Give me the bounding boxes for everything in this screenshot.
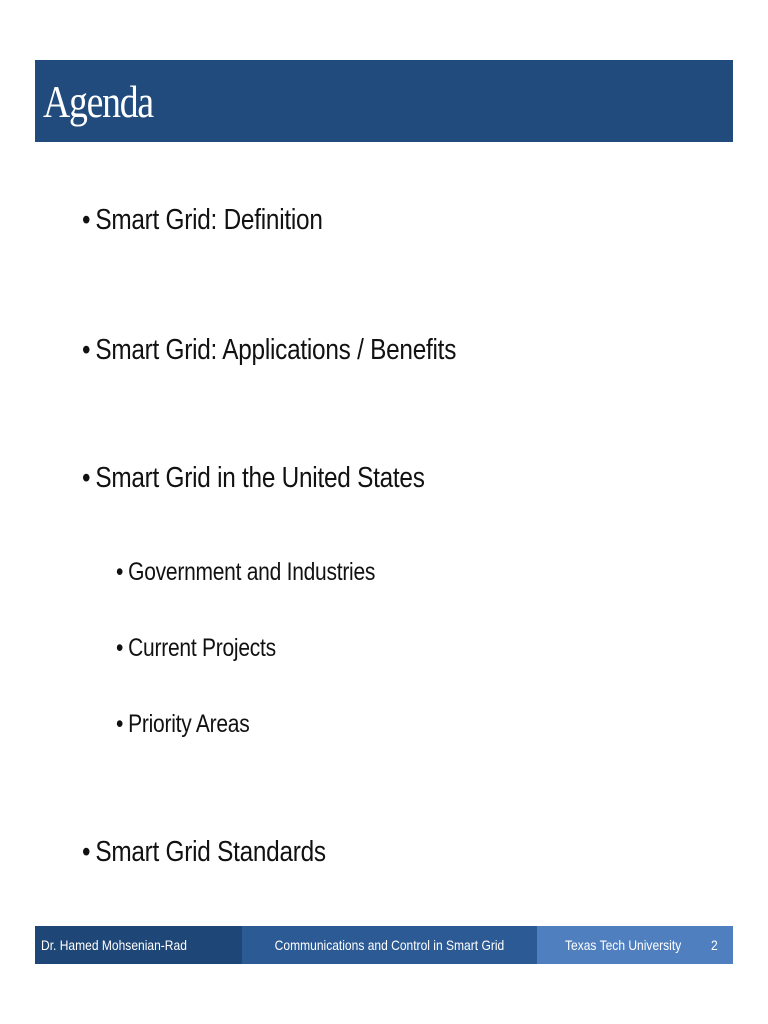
bullet-text: Smart Grid: Applications / Benefits (95, 334, 457, 366)
bullet-marker: • (82, 836, 91, 868)
footer-institution (537, 926, 733, 964)
bullet-text: Priority Areas (128, 710, 250, 738)
sub-bullet-item (116, 709, 249, 739)
sub-bullet-item (116, 557, 375, 587)
bullet-marker: • (116, 558, 124, 586)
bullet-marker: • (116, 710, 124, 738)
bullet-text: Government and Industries (128, 558, 376, 586)
bullet-item (82, 461, 425, 495)
bullet-text: Smart Grid Standards (95, 836, 326, 868)
title-bar (35, 60, 733, 142)
slide-footer (35, 926, 733, 964)
bullet-item (82, 203, 323, 237)
footer-course-text: Communications and Control in Smart Grid (274, 937, 505, 953)
bullet-item (82, 333, 456, 367)
bullet-marker: • (116, 634, 124, 662)
bullet-item (82, 835, 326, 869)
footer-author (35, 926, 242, 964)
sub-bullet-item (116, 633, 276, 663)
footer-course (242, 926, 537, 964)
bullet-text: Smart Grid: Definition (95, 204, 323, 236)
bullet-marker: • (82, 204, 91, 236)
bullet-marker: • (82, 462, 91, 494)
page-number: 2 (711, 937, 718, 953)
bullet-marker: • (82, 334, 91, 366)
bullet-text: Current Projects (128, 634, 276, 662)
slide-title: Agenda (43, 76, 153, 127)
footer-author-text: Dr. Hamed Mohsenian-Rad (41, 937, 187, 953)
footer-institution-text: Texas Tech University (565, 937, 682, 953)
bullet-text: Smart Grid in the United States (95, 462, 425, 494)
